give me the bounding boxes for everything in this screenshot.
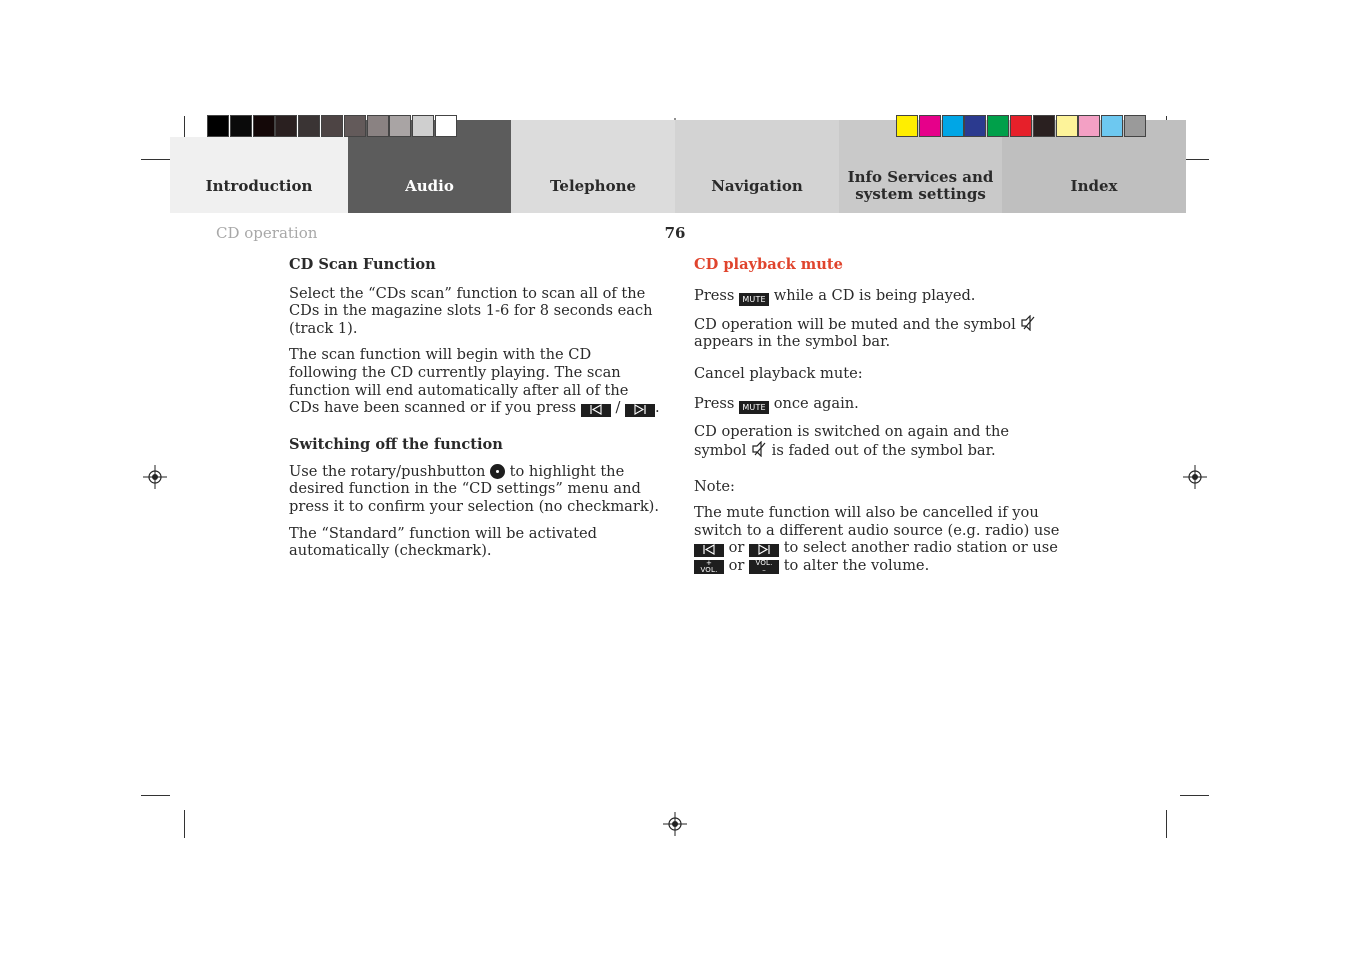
color-swatch: [253, 115, 275, 137]
paragraph-text: while a CD is being played.: [773, 286, 976, 304]
registration-mark-icon: [1183, 465, 1207, 489]
page-number: 76: [664, 224, 686, 242]
paragraph: [694, 423, 1066, 459]
heading-cd-scan: CD Scan Function: [289, 256, 436, 273]
color-swatch: [275, 115, 297, 137]
paragraph: Select the “CDs scan” function to scan all of the CDs in the magazine slots 1-6 for 8 seconds each (track 1).: [289, 284, 653, 337]
tab-telephone[interactable]: [511, 120, 675, 213]
color-swatch: [1033, 115, 1055, 137]
paragraph-text: appears in the symbol bar.: [694, 333, 891, 351]
paragraph-text: or: [728, 557, 745, 575]
color-swatch: [942, 115, 964, 137]
mute-key-icon: MUTE: [739, 293, 769, 306]
speaker-muted-icon: [1020, 315, 1036, 331]
color-swatch: [964, 115, 986, 137]
paragraph-text: Press: [694, 395, 735, 413]
crop-mark: [1166, 810, 1167, 838]
crop-mark: [141, 159, 170, 160]
color-swatch: [412, 115, 434, 137]
separator: /: [615, 399, 621, 417]
color-swatch: [896, 115, 918, 137]
color-swatch: [367, 115, 389, 137]
registration-mark-icon: [143, 465, 167, 489]
minus-symbol: –: [762, 566, 766, 575]
tab-label: Introduction: [205, 177, 313, 195]
skip-back-key-icon: [581, 404, 611, 417]
crop-mark: [184, 810, 185, 838]
paragraph-text: The mute function will also be cancelled if you switch to a different audio source (e.g. radio) use: [694, 504, 1060, 539]
skip-back-key-icon: [694, 544, 724, 557]
color-swatch: [1056, 115, 1078, 137]
rotary-pushbutton-icon: [490, 464, 505, 479]
volume-up-key-icon: [694, 560, 724, 574]
heading-cd-playback-mute: CD playback mute: [694, 256, 843, 273]
tab-label: Audio: [405, 177, 454, 195]
paragraph-text: to alter the volume.: [783, 557, 930, 575]
vol-label: VOL.: [700, 566, 718, 575]
color-swatch: [1078, 115, 1100, 137]
paragraph-text: Press: [694, 286, 735, 304]
crop-mark: [1180, 795, 1209, 796]
color-swatch: [987, 115, 1009, 137]
note-paragraph: [694, 504, 1066, 575]
paragraph-text: CD operation will be muted and the symbol: [694, 315, 1016, 333]
period: .: [655, 399, 660, 417]
paragraph-text: Use the rotary/pushbutton: [289, 462, 486, 480]
color-swatch: [1010, 115, 1032, 137]
speaker-muted-icon: [751, 441, 767, 457]
right-column: [694, 256, 1066, 575]
paragraph-text: or: [728, 539, 745, 557]
tab-navigation[interactable]: [675, 120, 839, 213]
note-label: Note:: [694, 477, 735, 495]
color-swatch: [389, 115, 411, 137]
paragraph: [694, 315, 1066, 351]
mute-key-icon: MUTE: [739, 401, 769, 414]
skip-forward-key-icon: [625, 404, 655, 417]
vol-label: VOL.: [755, 559, 773, 568]
paragraph-text: once again.: [773, 395, 859, 413]
paragraph: The “Standard” function will be activated automatically (checkmark).: [289, 524, 597, 560]
section-label: CD operation: [216, 224, 318, 242]
skip-forward-key-icon: [749, 544, 779, 557]
registration-mark-icon: [663, 812, 687, 836]
tab-label: system settings: [855, 185, 986, 203]
paragraph: [694, 287, 1066, 306]
color-swatch: [1124, 115, 1146, 137]
tab-label: Index: [1070, 177, 1118, 195]
tab-introduction[interactable]: [170, 137, 348, 213]
plus-symbol: +: [705, 559, 713, 568]
color-swatch: [1101, 115, 1123, 137]
crop-mark: [141, 795, 170, 796]
left-column: [289, 256, 661, 560]
paragraph-text: to select another radio station or use: [783, 539, 1058, 557]
paragraph: [694, 395, 1066, 414]
paragraph-text: is faded out of the symbol bar.: [771, 441, 996, 459]
paragraph-text: CD operation is switched on again and the symbol: [694, 423, 1010, 459]
paragraph-text: The scan function will begin with the CD following the CD currently playing. The scan function will end automatically after all of the CDs have been scanned or if you press: [289, 346, 629, 417]
tab-label: Navigation: [711, 177, 803, 195]
tab-label: Info Services and: [847, 168, 994, 186]
volume-down-key-icon: [749, 560, 779, 574]
paragraph-text: to highlight the desired function in the “CD settings” menu and press it to confirm your selection (no checkmark).: [289, 462, 660, 515]
color-swatch: [435, 115, 457, 137]
color-swatch: [298, 115, 320, 137]
tab-label: Telephone: [549, 177, 637, 195]
paragraph: Cancel playback mute:: [694, 364, 863, 382]
color-swatch: [344, 115, 366, 137]
heading-switching-off: Switching off the function: [289, 436, 503, 454]
color-swatch: [230, 115, 252, 137]
color-swatch: [207, 115, 229, 137]
paragraph: [289, 463, 661, 516]
color-swatch: [919, 115, 941, 137]
paragraph: [289, 346, 661, 417]
color-swatch: [321, 115, 343, 137]
